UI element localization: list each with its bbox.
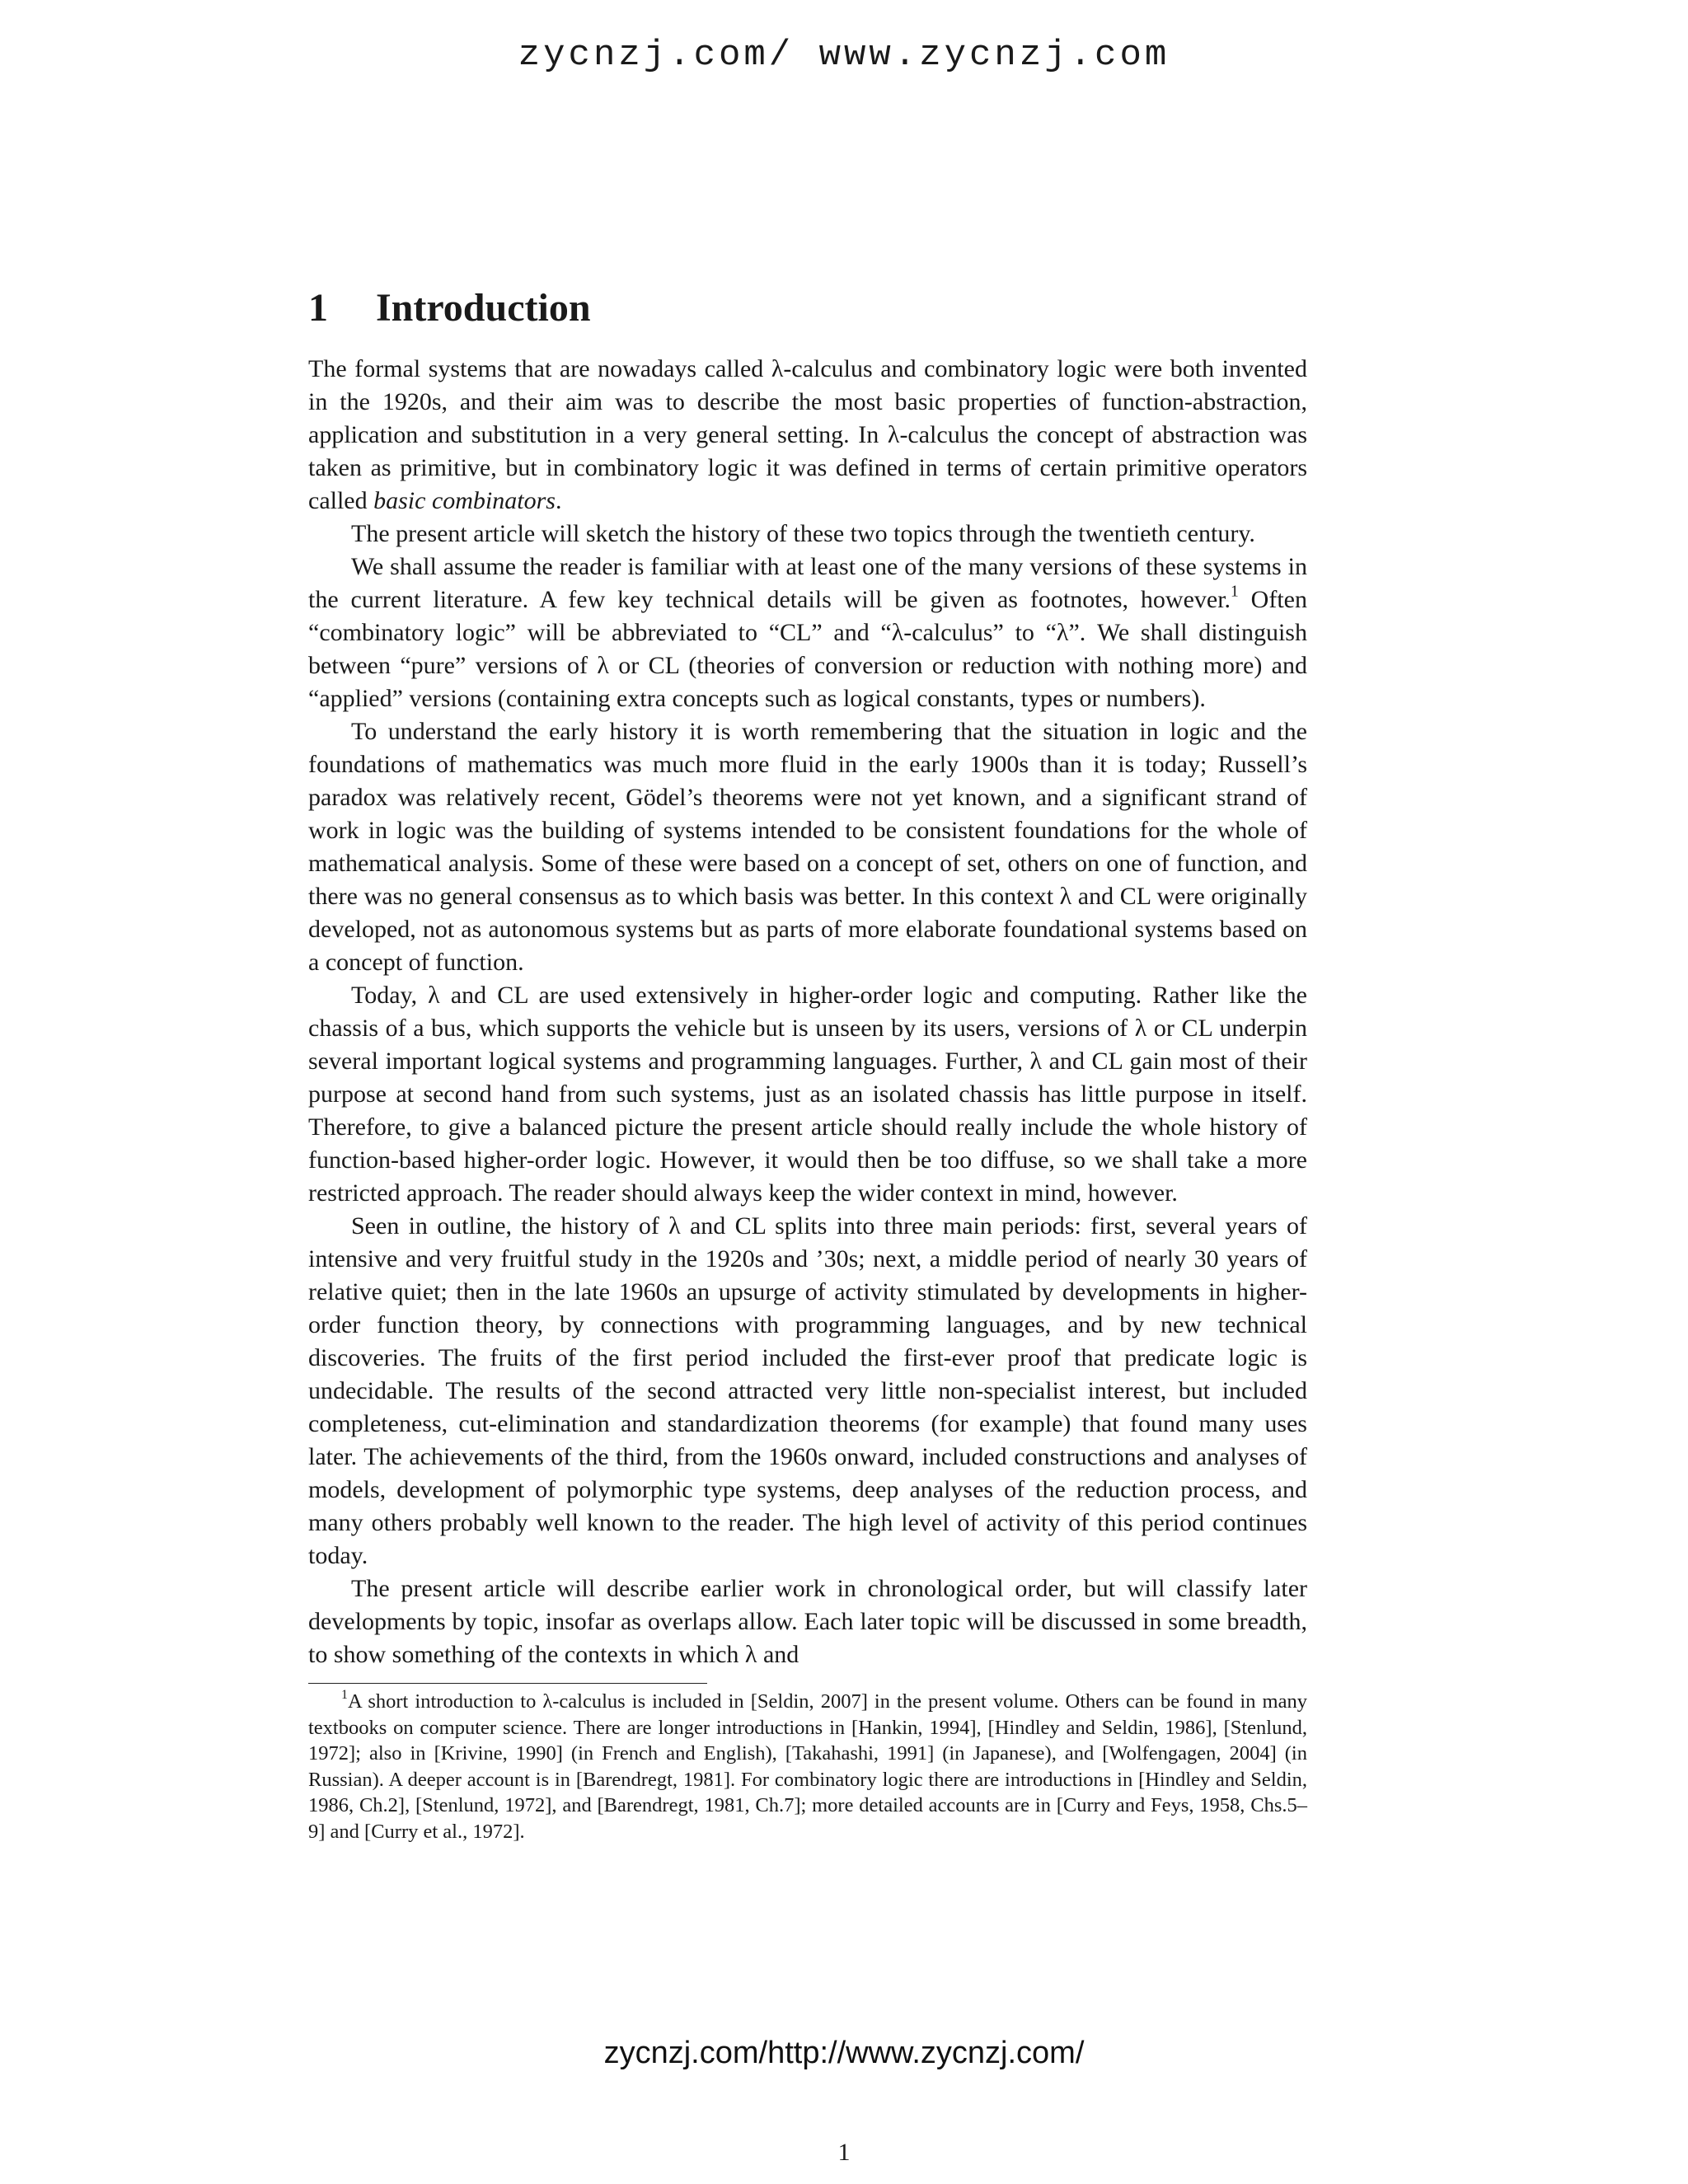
footnote-1: [308, 1689, 1307, 1844]
paragraph-6: Seen in outline, the history of λ and CL splits into three main periods: first, several years of intensive and very fruitful study in the 1920s and ’30s; next, a middle period of nearly 30 years of relative quiet; then in the late 1960s an upsurge of activity stimulated by developments in higher-order function theory, by connections with programming languages, and by new technical discoveries. The fruits of the first period included the first-ever proof that predicate logic is undecidable. The results of the second attracted very little non-specialist interest, but included completeness, cut-elimination and standardization theorems (for example) that found many uses later. The achievements of the third, from the 1960s onward, included constructions and analyses of models, development of polymorphic type systems, deep analyses of the reduction process, and many others probably well known to the reader. The high level of activity of this period continues today.: [308, 1212, 1307, 1569]
paragraph-3-text-a: We shall assume the reader is familiar with at least one of the many versions of these systems in the current literature. A few key technical details will be given as footnotes, however.: [308, 553, 1307, 613]
paragraph-7: The present article will describe earlier work in chronological order, but will classify later developments by topic, insofar as overlaps allow. Each later topic will be discussed in some breadth, to show something of the contexts in which λ and: [308, 1575, 1307, 1668]
paragraph-1: [308, 353, 1307, 518]
paragraph-3-text-b: Often “combinatory logic” will be abbreviated to “CL” and “λ-calculus” to “λ”. We shall distinguish between “pure” versions of λ or CL (theories of conversion or reduction with nothing more) and “applied” versions (containing extra concepts such as logical constants, types or numbers).: [308, 586, 1307, 712]
footnote: [308, 1689, 1307, 1844]
footnote-number: 1: [341, 1687, 348, 1702]
section-title: Introduction: [376, 286, 591, 330]
section-number: 1: [308, 286, 328, 330]
paragraph-1-end: .: [555, 487, 562, 514]
paragraph-5: Today, λ and CL are used extensively in higher-order logic and computing. Rather like the chassis of a bus, which supports the vehicle but is unseen by its users, versions of λ or CL underpin several important logical systems and programming languages. Further, λ and CL gain most of their purpose at second hand from such systems, just as an isolated chassis has little purpose in itself. Therefore, to give a balanced picture the present article should really include the whole history of function-based higher-order logic. However, it would then be too diffuse, so we shall take a more restricted approach. The reader should always keep the wider context in mind, however.: [308, 982, 1307, 1207]
watermark-bottom: zycnzj.com/http://www.zycnzj.com/: [603, 2036, 1085, 2070]
paragraph-3: [308, 551, 1307, 715]
page-number: 1: [837, 2139, 851, 2166]
footnote-marker: 1: [1231, 583, 1239, 601]
watermark-top: zycnzj.com/ www.zycnzj.com: [518, 35, 1170, 76]
paragraph-4: To understand the early history it is worth remembering that the situation in logic and the foundations of mathematics was much more fluid in the early 1900s than it is today; Russell’s paradox was relatively recent, Gödel’s theorems were not yet known, and a significant strand of work in logic was the building of systems intended to be consistent foundations for the whole of mathematical analysis. Some of these were based on a concept of set, others on one of function, and there was no general consensus as to which basis was better. In this context λ and CL were originally developed, not as autonomous systems but as parts of more elaborate foundational systems based on a concept of function.: [308, 718, 1307, 976]
emphasis-basic-combinators: basic combinators: [373, 487, 556, 514]
section-heading: [308, 288, 1307, 328]
footnote-divider: [308, 1683, 707, 1684]
body-text: [308, 353, 1307, 1671]
paragraph-2: The present article will sketch the history of these two topics through the twentieth century.: [351, 520, 1255, 547]
footnote-text: A short introduction to λ-calculus is included in [Seldin, 2007] in the present volume. Others can be found in many textbooks on computer science. There are longer introductions in [Hankin, 1994], [Hindley and Seldin, 1986], [Stenlund, 1972]; also in [Krivine, 1990] (in French and English), [Takahashi, 1991] (in Japanese), and [Wolfengagen, 2004] (in Russian). A deeper account is in [Barendregt, 1981]. For combinatory logic there are introductions in [Hindley and Seldin, 1986, Ch.2], [Stenlund, 1972], and [Barendregt, 1981, Ch.7]; more detailed accounts are in [Curry and Feys, 1958, Chs.5–9] and [Curry et al., 1972].: [308, 1690, 1307, 1843]
page-content: [308, 288, 1307, 1844]
paragraph-1-text: The formal systems that are nowadays called λ-calculus and combinatory logic were both invented in the 1920s, and their aim was to describe the most basic properties of function-abstraction, application and substitution in a very general setting. In λ-calculus the concept of abstraction was taken as primitive, but in combinatory logic it was defined in terms of certain primitive operators called: [308, 355, 1307, 514]
